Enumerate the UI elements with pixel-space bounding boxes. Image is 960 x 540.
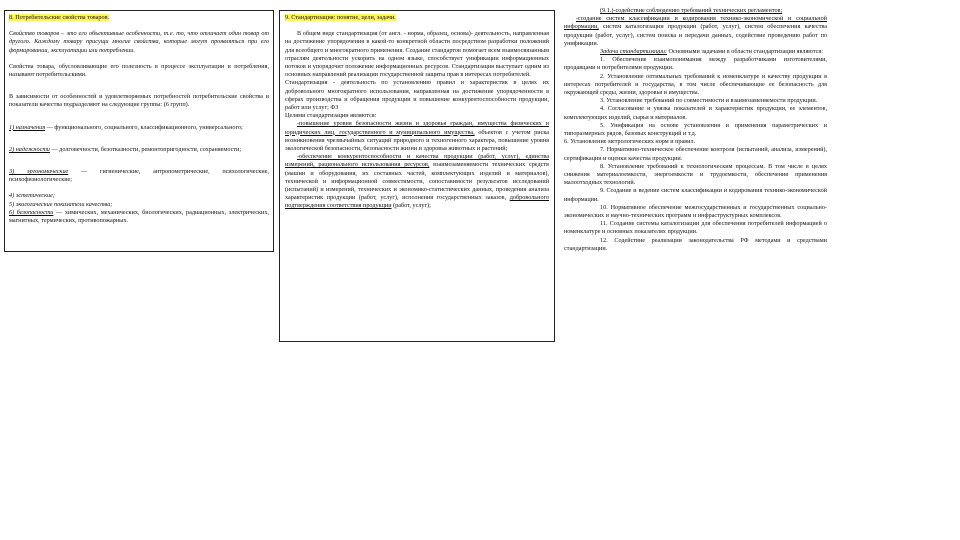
group-item-purpose: 1) назначения — функционального, социального, классификационного, универсального; xyxy=(9,123,243,131)
tasks-intro: Задачи стандартизации: Основными задачами в области стандартизации являются: xyxy=(600,48,823,56)
standardization-definition-paragraph: Стандартизация - деятельность по установлению правил и характеристик в целях их добровольного многократного использования, направленная на достижение упорядоченности в сферах производства и обращения продукции и повышение конкурентоспособности продукции, работ или услуг; ФЗ xyxy=(285,79,549,112)
task-item: 4. Согласование и увязка показателей и характеристик продукции, ее элементов, комплектующих изделий, сырья и материалов. xyxy=(564,105,827,121)
goal-safety: -повышение уровня безопасности жизни и здоровья граждан, имущества физических и юридических лиц, государственного и муниципального имущества, объектов с учетом риска возникновения чрезвычайных ситуаций природного и техногенного характера, повышение уровня экологической безопасности, безопасности жизни и здоровья животных и растений; xyxy=(285,120,549,153)
panel-standardization-continued xyxy=(559,6,832,358)
task-item: 11. Создание системы каталогизации для обеспечения потребителей информацией о номенклатуре и основных показателях продукции. xyxy=(564,220,827,236)
goal-competitiveness: -обеспечение конкурентоспособности и качества продукции (работ, услуг), единства измерений, рационального использования ресурсов, взаимозаменяемости технических средств (машин и оборудования, их составных частей, комплектующих изделий и материалов), технической и информационной совместимости, сопоставимости результатов исследований (испытаний) и измерений, технических и экономико-статистических данных, проведения анализа характеристик продукции (работ, услуг), исполнения государственных заказов, добровольного подтверждения соответствия продукции (работ, услуг); xyxy=(285,153,550,210)
group-item-reliability: 2) надежности — долговечности, безотказности, ремонтопригодности, сохраняемости; xyxy=(9,145,242,153)
groups-intro-paragraph: В зависимости от особенностей и удовлетворяемых потребностей потребительские свойства и показатели качества подразделяют на следующие группы: (6 групп). xyxy=(9,93,269,109)
group-item-aesthetic: 4) эстетические; xyxy=(9,192,55,200)
task-item: 2. Установление оптимальных требований к номенклатуре и качеству продукции в интересах потребителей и государства, в том числе обеспечивающие ее безопасность для окружающей среды, жизни, здоровья и имущества. xyxy=(564,72,827,97)
standardization-general-paragraph: В общем виде стандартизация (от англ. - норма, образец, основа)- деятельность, направленная на достижение упорядочения в какой-то конкретной области посредством разработки положений для всеобщего и многократного применения. Создание стандартов помогает всем взаимосвязанным отраслям деятельности ускорить на одном языке, способствует унификации информационных потоков и упорядочит положение информационных ресурсов. Стандартизация выступает одним из основных направлений реализации государственной защиты прав в интересах потребителей. xyxy=(285,30,549,79)
goals-title: Целями стандартизации являются: xyxy=(285,112,377,120)
group-item-safety: 6) безопасности — химических, механических, биологических, радиационных, электрических, магнитных, термических, противопожарных. xyxy=(9,208,270,225)
panel-title: 8. Потребительские свойства товаров. xyxy=(9,14,110,21)
task-item: 3. Установление требований по совместимости и взаимозаменяемости продукции. xyxy=(600,97,818,105)
group-item-ergonomic: 3) эргономические — гигиенические, антропометрические, психологические, психофизиологические; xyxy=(9,168,269,184)
panel-standardization xyxy=(279,10,555,342)
consumer-properties-paragraph: Свойства товара, обусловливающие его полезность в процессе эксплуатации и потребления, называют потребительскими. xyxy=(9,62,269,79)
goal-classification: -создание систем классификации и кодирования технико-экономической и социальной информации, систем каталогизации продукции (работ, услуг), систем обеспечения качества продукции (работ, услуг), систем поиска и передачи данных, содействие проведению работ по унификации. xyxy=(564,15,827,47)
task-item: 6. Установление метрологических норм и правил. xyxy=(564,138,696,146)
panel-title: 9. Стандартизация: понятие, цели, задачи. xyxy=(285,14,396,21)
task-item: 12. Содействие реализации законодательства РФ методами и средствами стандартизации. xyxy=(564,236,827,252)
group-item-ecological: 5) экологические показатели качества; xyxy=(9,200,113,208)
task-item: 10. Нормативное обеспечение межгосударственных и государственных социально-экономических и научно-технических программ и инфраструктурных комплексов. xyxy=(564,203,827,220)
task-item: 7. Нормативно-техническое обеспечение контроля (испытаний, анализа, измерений), сертификации и оценки качества продукции. xyxy=(564,146,827,162)
task-item: 1. Обеспечение взаимопонимания между разработчиками изготовителями, продавцами и потребителями продукции. xyxy=(564,56,827,72)
task-item: 5. Унификация на основе установления и применения параметрических и типоразмерных рядов, базовых конструкций и т.д. xyxy=(564,121,827,138)
panel-consumer-properties xyxy=(4,10,274,252)
task-item: 9. Создание и ведение систем классификации и кодирования технико-экономической информации. xyxy=(564,187,827,203)
definition-paragraph: Свойство товаров – это его объективные особенности, т.е. то, что отличает один товар от другого. Каждому товару присущи многие свойства, которые могут проявляться при его формировании, эксплуатации или потреблении. xyxy=(9,30,269,54)
task-item: 8. Установление требований к технологическим процессам. В том числе в целях снижения материалоемкости, энергоемкости и трудоемкости, обеспечения применения малоотходных технологий. xyxy=(564,162,827,187)
goal-compliance: (9.1.)-содействие соблюдению требований технических регламентов; xyxy=(600,7,783,14)
